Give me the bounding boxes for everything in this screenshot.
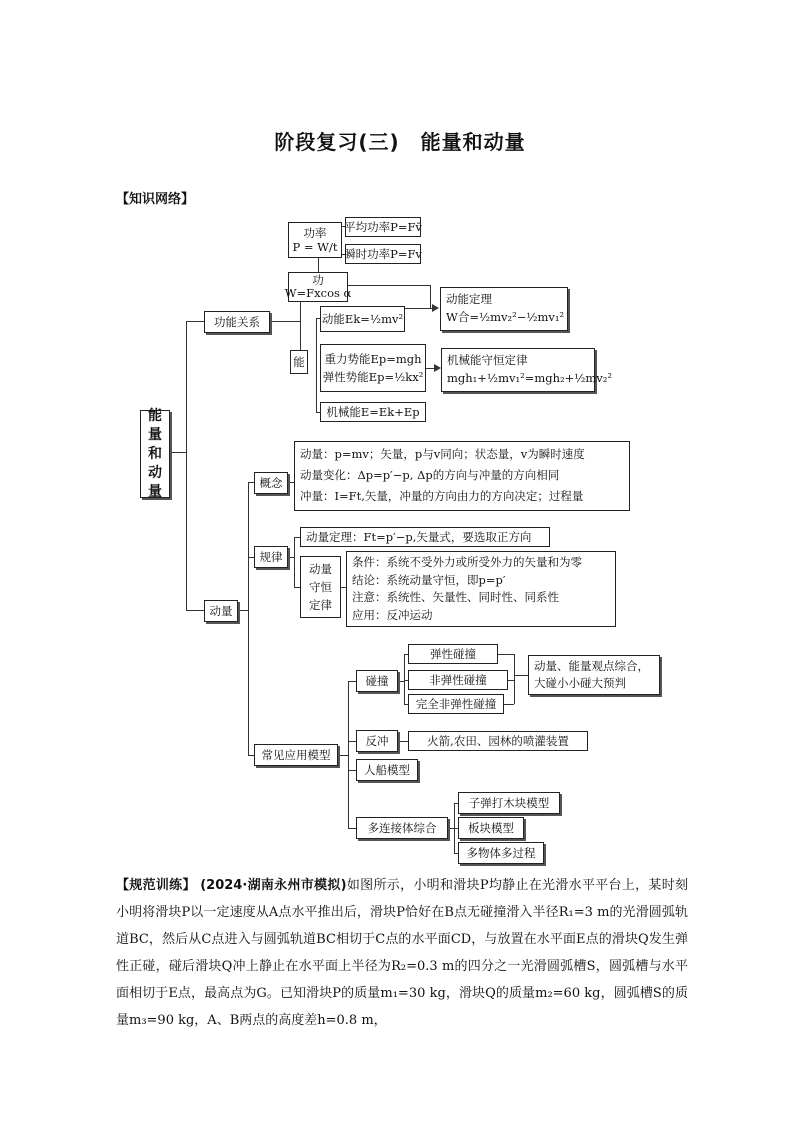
exercise-source: (2024·湖南永州市模拟) (200, 878, 347, 893)
node-inelastic-collision: 非弹性碰撞 (408, 670, 508, 690)
node-concept-details: 动量：p=mv；矢量，p与v同向；状态量，v为瞬时速度 动量变化：Δp=p′−p, Δp的方向与冲量的方向相同 冲量：I=Ft,矢量，冲量的方向由力的方向决定；过程量 (294, 441, 630, 511)
node-potential-energy: 重力势能Ep=mgh 弹性势能Ep=½kx² (320, 344, 426, 392)
node-plank-block: 板块模型 (458, 817, 524, 839)
node-momentum-conservation: 动量 守恒 定律 (300, 556, 341, 618)
node-recoil: 反冲 (356, 730, 398, 752)
node-energy-work-relation: 功能关系 (204, 311, 270, 333)
map-root: 能量和动量 (140, 410, 170, 498)
section-label: 【知识网络】 (116, 192, 195, 207)
node-work: 功 W=Fxcos α (284, 273, 352, 300)
exercise-label: 【规范训练】 (116, 878, 196, 893)
node-recoil-examples: 火箭,农田、园林的喷灌装置 (408, 731, 588, 751)
node-energy: 能 (290, 350, 308, 374)
node-collision-note: 动量、能量观点综合， 大碰小小碰大预判 (528, 655, 660, 695)
node-average-power: 平均功率P=Fv̄ (345, 217, 421, 237)
page-title: 阶段复习(三) 能量和动量 (274, 130, 526, 154)
node-multi-connected: 多连接体综合 (356, 817, 448, 839)
exercise-paragraph (116, 872, 688, 1034)
exercise-text: 如图所示，小明和滑块P均静止在光滑水平平台上，某时刻小明将滑块P以一定速度从A点水平推出后，滑块P恰好在B点无碰撞滑入半径R₁=3 m的光滑圆弧轨道BC，然后从C点进入与圆弧轨道BC相切于C点的水平面CD，与放置在水平面E点的滑块Q发生弹性正碰，碰后滑块Q冲上静止在水平面上半径为R₂=0.3 m的四分之一光滑圆弧槽S，圆弧槽与水平面相切于E点，最高点为G。已知滑块P的质量m₁=30 kg，滑块Q的质量m₂=60 kg，圆弧槽S的质量m₃=90 kg，A、B两点的高度差h=0.8 m， (116, 878, 689, 1028)
node-power: 功率 P = W/t (288, 222, 342, 258)
node-concept: 概念 (254, 472, 288, 494)
node-collision: 碰撞 (356, 670, 398, 692)
node-momentum-theorem: 动量定理：Ft=p′−p,矢量式，要选取正方向 (300, 527, 550, 547)
node-instantaneous-power: 瞬时功率P=Fv (345, 244, 421, 264)
node-boat-model: 人船模型 (356, 759, 418, 781)
node-mechanical-energy: 机械能E=Ek+Ep (320, 402, 426, 422)
node-kinetic-energy-theorem: 动能定理 W合=½mv₂²−½mv₁² (440, 287, 568, 331)
node-multi-body: 多物体多过程 (458, 842, 544, 864)
node-momentum-conservation-details: 条件：系统不受外力或所受外力的矢量和为零 结论：系统动量守恒，即p=p′ 注意：系统性、矢量性、同时性、同系性 应用：反冲运动 (346, 551, 616, 627)
node-momentum: 动量 (204, 600, 238, 622)
node-elastic-collision: 弹性碰撞 (408, 644, 498, 664)
node-mechanical-energy-conservation: 机械能守恒定律 mgh₁+½mv₁²=mgh₂+½mv₂² (441, 348, 595, 392)
node-bullet-block: 子弹打木块模型 (458, 792, 560, 814)
node-application-models: 常见应用模型 (254, 744, 338, 766)
node-perfectly-inelastic-collision: 完全非弹性碰撞 (408, 694, 504, 714)
node-law: 规律 (254, 546, 288, 568)
node-kinetic-energy: 动能Ek=½mv² (320, 306, 405, 332)
